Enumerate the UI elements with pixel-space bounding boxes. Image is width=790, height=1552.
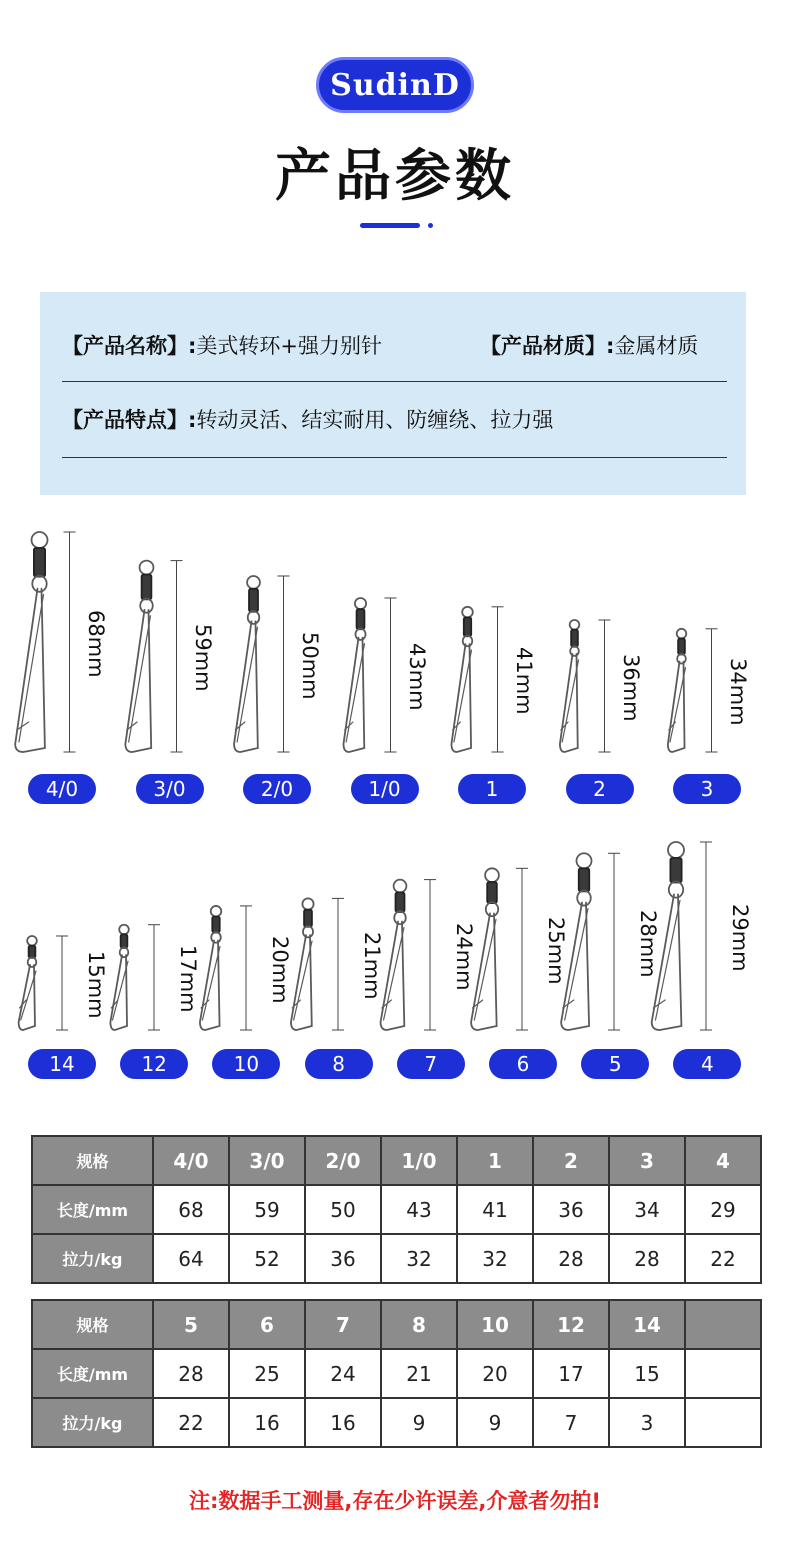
table-cell: 41	[457, 1185, 533, 1234]
force-row	[32, 1398, 761, 1447]
info-row-features	[62, 404, 727, 434]
table-cell: 32	[381, 1234, 457, 1283]
length-label: 15mm	[84, 951, 108, 1019]
size-badge: 2/0	[243, 774, 311, 804]
table-cell: 25	[229, 1349, 305, 1398]
length-label: 25mm	[544, 917, 568, 985]
table-cell: 50	[305, 1185, 381, 1234]
size-badge: 3	[673, 774, 741, 804]
product-name-value: 美式转环+强力别针	[196, 334, 383, 358]
brand-logo	[316, 57, 474, 113]
material-label: 【产品材质】:	[480, 334, 615, 358]
feature-value: 转动灵活、结实耐用、防缠绕、拉力强	[196, 408, 554, 432]
force-row	[32, 1234, 761, 1283]
table-cell: 10	[457, 1300, 533, 1349]
length-label: 68mm	[84, 610, 108, 678]
length-label: 50mm	[298, 632, 322, 700]
length-label: 43mm	[405, 643, 429, 711]
table-cell: 4/0	[153, 1136, 229, 1185]
table-cell	[685, 1349, 761, 1398]
row-label: 拉力/kg	[32, 1234, 153, 1283]
table-cell: 52	[229, 1234, 305, 1283]
spec-table-1	[31, 1135, 762, 1284]
disclaimer-note: 注:数据手工测量,存在少许误差,介意者勿拍!	[189, 1489, 601, 1513]
swivel-snap-illustration	[0, 830, 92, 1050]
spec-row	[32, 1136, 761, 1185]
table-cell: 28	[609, 1234, 685, 1283]
table-cell: 7	[305, 1300, 381, 1349]
size-badge: 4/0	[28, 774, 96, 804]
table-cell: 36	[305, 1234, 381, 1283]
table-cell: 6	[229, 1300, 305, 1349]
table-cell: 28	[533, 1234, 609, 1283]
table-cell: 29	[685, 1185, 761, 1234]
size-badge: 12	[120, 1049, 188, 1079]
feature-label: 【产品特点】:	[62, 408, 197, 432]
table-cell: 24	[305, 1349, 381, 1398]
size-badge: 5	[581, 1049, 649, 1079]
table-cell: 9	[381, 1398, 457, 1447]
length-label: 20mm	[268, 935, 292, 1004]
swivel-snap-illustration	[642, 520, 749, 780]
table-cell: 32	[457, 1234, 533, 1283]
length-label: 21mm	[360, 932, 384, 1000]
divider	[62, 381, 727, 382]
length-label: 28mm	[636, 909, 660, 978]
material-group	[480, 330, 698, 360]
table-cell: 7	[533, 1398, 609, 1447]
table-cell: 2	[533, 1136, 609, 1185]
table-cell: 22	[153, 1398, 229, 1447]
table-cell: 16	[229, 1398, 305, 1447]
table-cell	[685, 1300, 761, 1349]
table-cell: 14	[609, 1300, 685, 1349]
size-badge: 10	[212, 1049, 280, 1079]
row-label: 拉力/kg	[32, 1398, 153, 1447]
table-cell: 2/0	[305, 1136, 381, 1185]
size-badge: 14	[28, 1049, 96, 1079]
product-row-small	[0, 830, 790, 1090]
size-badge: 1	[458, 774, 526, 804]
spec-row	[32, 1300, 761, 1349]
divider	[62, 457, 727, 458]
size-badge: 4	[673, 1049, 741, 1079]
product-row-large	[0, 520, 790, 810]
table-cell: 15	[609, 1349, 685, 1398]
length-label: 59mm	[191, 624, 215, 692]
size-badge: 2	[566, 774, 634, 804]
length-label: 29mm	[728, 904, 752, 972]
table-cell: 36	[533, 1185, 609, 1234]
table-cell: 1	[457, 1136, 533, 1185]
row-label: 长度/mm	[32, 1185, 153, 1234]
spec-table-2	[31, 1299, 762, 1448]
title-dot	[428, 223, 433, 228]
table-cell: 3	[609, 1136, 685, 1185]
table-cell: 8	[381, 1300, 457, 1349]
size-badge: 8	[305, 1049, 373, 1079]
table-cell: 21	[381, 1349, 457, 1398]
table-cell: 4	[685, 1136, 761, 1185]
table-cell: 59	[229, 1185, 305, 1234]
material-value: 金属材质	[614, 334, 699, 358]
length-label: 41mm	[512, 647, 536, 716]
table-cell: 9	[457, 1398, 533, 1447]
product-name-label: 【产品名称】:	[62, 334, 197, 358]
table-cell	[685, 1398, 761, 1447]
table-cell: 68	[153, 1185, 229, 1234]
table-cell: 17	[533, 1349, 609, 1398]
table-cell: 28	[153, 1349, 229, 1398]
length-label: 24mm	[452, 922, 476, 991]
info-row-name	[62, 330, 727, 360]
swivel-snap-illustration	[184, 830, 276, 1050]
length-row	[32, 1185, 761, 1234]
table-cell: 12	[533, 1300, 609, 1349]
row-label: 长度/mm	[32, 1349, 153, 1398]
size-badge: 7	[397, 1049, 465, 1079]
table-cell: 64	[153, 1234, 229, 1283]
length-label: 34mm	[726, 658, 750, 727]
length-label: 17mm	[176, 945, 200, 1013]
table-cell: 3/0	[229, 1136, 305, 1185]
table-cell: 43	[381, 1185, 457, 1234]
swivel-snap-illustration	[535, 520, 642, 780]
row-label: 规格	[32, 1300, 153, 1349]
row-label: 规格	[32, 1136, 153, 1185]
table-cell: 22	[685, 1234, 761, 1283]
length-row	[32, 1349, 761, 1398]
table-cell: 16	[305, 1398, 381, 1447]
table-cell: 20	[457, 1349, 533, 1398]
table-cell: 5	[153, 1300, 229, 1349]
size-badge: 3/0	[136, 774, 204, 804]
page-title: 产品参数	[275, 144, 515, 209]
size-badge: 1/0	[351, 774, 419, 804]
title-underline	[360, 223, 420, 228]
table-cell: 34	[609, 1185, 685, 1234]
size-badge: 6	[489, 1049, 557, 1079]
length-label: 36mm	[619, 654, 643, 722]
logo-text: SudinD	[330, 67, 460, 103]
info-panel	[40, 292, 746, 495]
table-cell: 1/0	[381, 1136, 457, 1185]
table-cell: 3	[609, 1398, 685, 1447]
